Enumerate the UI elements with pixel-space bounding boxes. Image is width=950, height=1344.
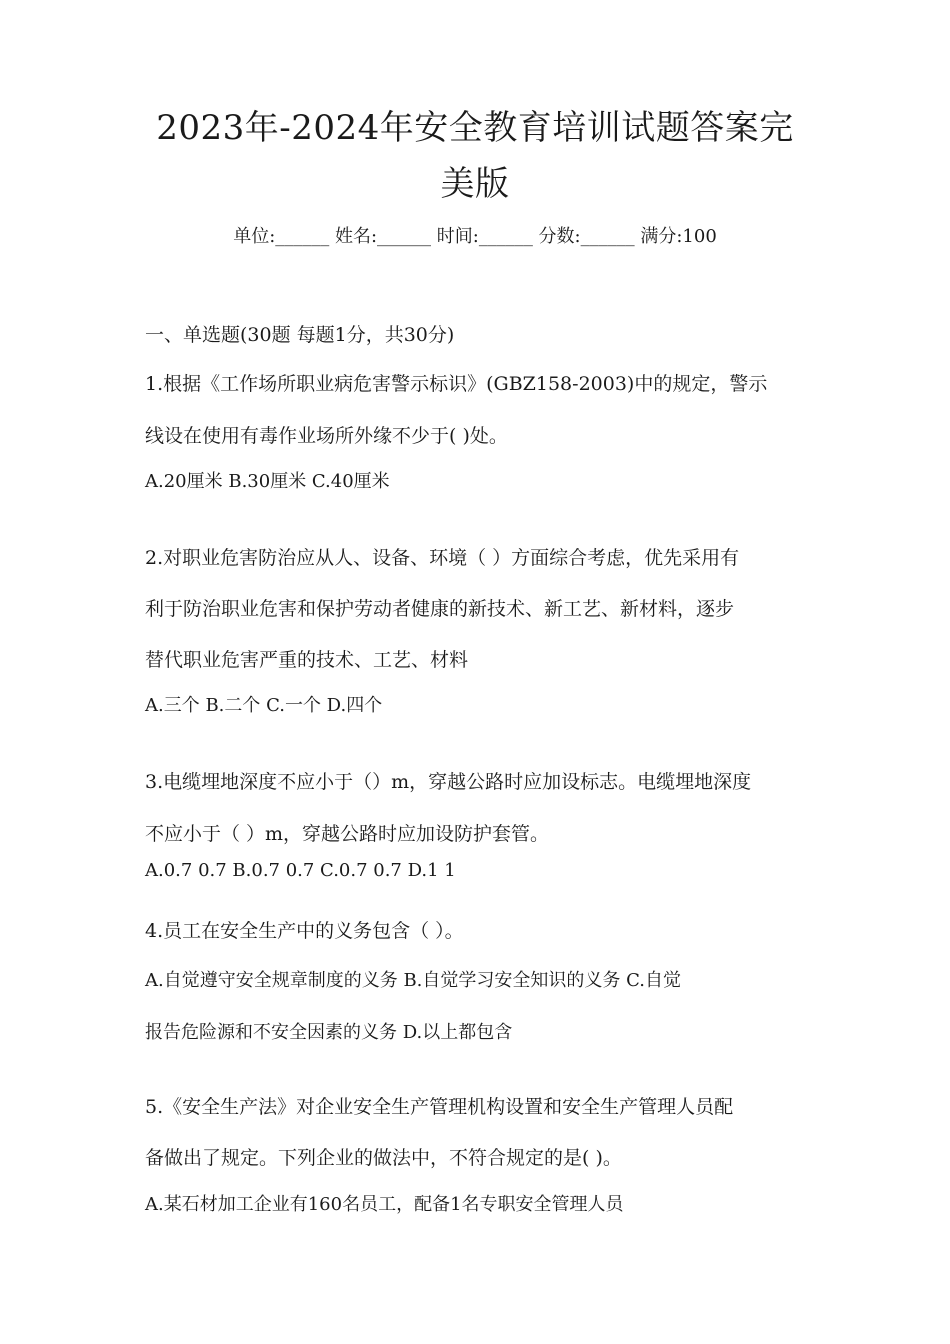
question-4-options-line-2: 报告危险源和不安全因素的义务 D.以上都包含	[145, 1022, 513, 1043]
question-2-options: A.三个 B.二个 C.一个 D.四个	[145, 695, 383, 716]
question-2-line-3: 替代职业危害严重的技术、工艺、材料	[145, 649, 469, 671]
question-2-line-1: 2.对职业危害防治应从人、设备、环境（ ）方面综合考虑，优先采用有	[145, 547, 740, 569]
question-1-line-2: 线设在使用有毒作业场所外缘不少于( )处。	[145, 425, 508, 447]
section-heading: 一、单选题(30题 每题1分，共30分)	[145, 324, 455, 346]
question-3-options: A.0.7 0.7 B.0.7 0.7 C.0.7 0.7 D.1 1	[145, 860, 456, 881]
question-1-options: A.20厘米 B.30厘米 C.40厘米	[145, 471, 390, 492]
question-2-line-2: 利于防治职业危害和保护劳动者健康的新技术、新工艺、新材料，逐步	[145, 598, 735, 620]
question-4-options-line-1: A.自觉遵守安全规章制度的义务 B.自觉学习安全知识的义务 C.自觉	[145, 970, 681, 991]
document-title	[110, 100, 840, 212]
question-5-line-2: 备做出了规定。下列企业的做法中，不符合规定的是( )。	[145, 1147, 622, 1169]
question-3-line-1: 3.电缆埋地深度不应小于（）m，穿越公路时应加设标志。电缆埋地深度	[145, 771, 752, 793]
question-5-line-1: 5.《安全生产法》对企业安全生产管理机构设置和安全生产管理人员配	[145, 1096, 734, 1118]
question-4-line-1: 4.员工在安全生产中的义务包含（ ）。	[145, 920, 464, 942]
question-1-line-1: 1.根据《工作场所职业病危害警示标识》(GBZ158-2003)中的规定，警示	[145, 373, 768, 395]
question-5-options: A.某石材加工企业有160名员工，配备1名专职安全管理人员	[145, 1194, 624, 1215]
question-3-line-2: 不应小于（ ）m，穿越公路时应加设防护套管。	[145, 823, 550, 845]
exam-info-line: 单位:______ 姓名:______ 时间:______ 分数:______ 满分:100	[233, 226, 717, 247]
title-line-2: 美版	[440, 164, 510, 204]
title-line-1: 2023年-2024年安全教育培训试题答案完	[156, 108, 794, 148]
